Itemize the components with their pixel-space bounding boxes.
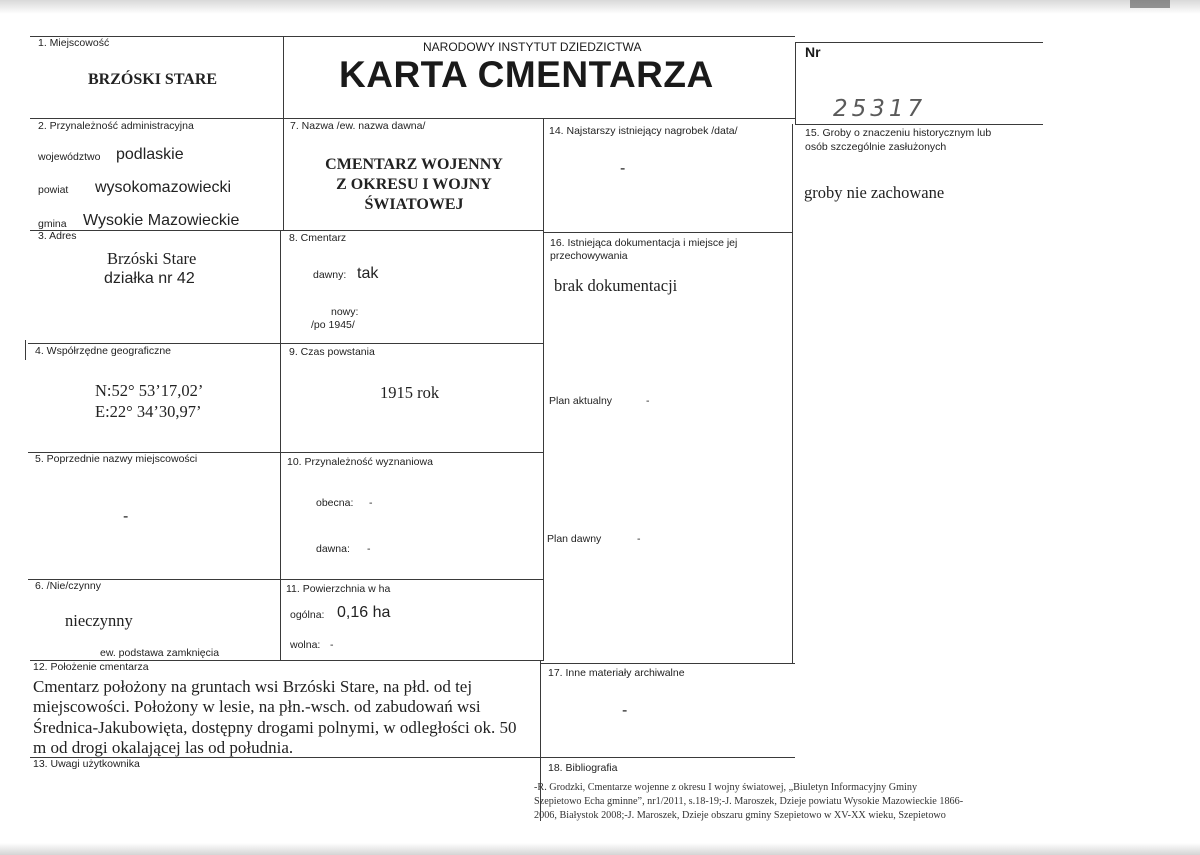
field11-label: 11. Powierzchnia w ha — [286, 583, 391, 595]
dawna-label: dawna: — [316, 543, 350, 555]
cemetery-name-line1: CMENTARZ WOJENNY — [325, 156, 503, 173]
cemetery-name-line2: Z OKRESU I WOJNY — [336, 176, 492, 193]
field9-label: 9. Czas powstania — [289, 346, 375, 358]
gmina-value: Wysokie Mazowieckie — [83, 212, 240, 229]
institute-name: NARODOWY INSTYTUT DZIEDZICTWA — [423, 40, 642, 54]
field10-label: 10. Przynależność wyznaniowa — [287, 456, 433, 468]
dawna-value: - — [367, 543, 371, 555]
ogolna-label: ogólna: — [290, 609, 325, 621]
powiat-value: wysokomazowiecki — [95, 179, 232, 196]
location-line1: Cmentarz położony na gruntach wsi Brzóski Stare, na płd. od tej — [33, 677, 473, 696]
gmina-label: gmina — [38, 218, 67, 230]
scan-top-edge — [0, 0, 1200, 14]
plan-dawny-label: Plan dawny — [547, 533, 602, 545]
scan-bottom-edge — [0, 843, 1200, 855]
location-line2: miejscowości. Położony w lesie, na płn.-wsch. od zabudowań wsi — [33, 697, 481, 716]
location-line3: Średnica-Jakubowięta, dostępny drogami polnymi, w odległości ok. 50 — [33, 718, 517, 737]
address-line2: działka nr 42 — [104, 270, 195, 287]
field3-label: 3. Adres — [38, 230, 77, 242]
field7-label: 7. Nazwa /ew. nazwa dawna/ — [290, 120, 426, 132]
coordinates-n: N:52° 53’17,02’ — [95, 381, 204, 400]
bibliography-line2: Szepietowo Echa gminne”, nr1/2011, s.18-19;-J. Maroszek, Dzieje powiatu Wysokie Mazowieckie 1866- — [534, 796, 964, 807]
nr-label: Nr — [805, 44, 821, 60]
field1-label: 1. Miejscowość — [38, 37, 110, 49]
field16-label-line2: przechowywania — [550, 250, 628, 262]
dawny-label: dawny: — [313, 269, 347, 281]
active-status-value: nieczynny — [65, 611, 133, 630]
ogolna-value: 0,16 ha — [337, 604, 391, 621]
field12-label: 12. Położenie cmentarza — [33, 661, 149, 673]
coordinates-e: E:22° 34’30,97’ — [95, 402, 202, 421]
nowy-sub-label: /po 1945/ — [311, 319, 355, 331]
historic-graves-value: groby nie zachowane — [804, 183, 945, 202]
field17-label: 17. Inne materiały archiwalne — [548, 667, 685, 679]
obecna-value: - — [369, 497, 373, 509]
plan-aktualny-label: Plan aktualny — [549, 395, 613, 407]
nowy-label: nowy: — [331, 306, 359, 318]
plan-dawny-value: - — [637, 533, 641, 545]
obecna-label: obecna: — [316, 497, 354, 509]
closure-basis-label: ew. podstawa zamknięcia — [100, 647, 220, 659]
other-archives-value: - — [622, 702, 628, 719]
founding-date-value: 1915 rok — [380, 383, 440, 402]
previous-names-value: - — [123, 508, 129, 525]
wojewodztwo-value: podlaskie — [116, 146, 184, 163]
field14-label: 14. Najstarszy istniejący nagrobek /data/ — [549, 125, 738, 137]
page-title: KARTA CMENTARZA — [339, 54, 714, 95]
field6-label: 6. /Nie/czynny — [35, 580, 101, 592]
locality-value: BRZÓSKI STARE — [88, 71, 218, 88]
field8-label: 8. Cmentarz — [289, 232, 347, 244]
oldest-tombstone-value: - — [620, 160, 626, 177]
field5-label: 5. Poprzednie nazwy miejscowości — [35, 453, 198, 465]
field18-label: 18. Bibliografia — [548, 762, 618, 774]
wolna-label: wolna: — [290, 639, 321, 651]
plan-aktualny-value: - — [646, 395, 650, 407]
field4-label: 4. Współrzędne geograficzne — [35, 345, 171, 357]
field16-label-line1: 16. Istniejąca dokumentacja i miejsce jej — [550, 237, 738, 249]
bibliography-line3: 2006, Białystok 2008;-J. Maroszek, Dzieje obszaru gminy Szepietowo w XV-XX wieku, Szepietowo — [534, 810, 946, 821]
wolna-value: - — [330, 639, 334, 651]
dawny-value: tak — [357, 265, 379, 282]
address-line1: Brzóski Stare — [107, 249, 197, 268]
scan-mark — [1130, 0, 1170, 8]
documentation-value: brak dokumentacji — [554, 276, 678, 295]
field15-label-line2: osób szczególnie zasłużonych — [805, 141, 947, 153]
bibliography-line1: -R. Grodzki, Cmentarze wojenne z okresu I wojny światowej, „Biuletyn Informacyjny Gminy — [534, 782, 918, 793]
cemetery-name-line3: ŚWIATOWEJ — [364, 196, 464, 213]
wojewodztwo-label: województwo — [38, 151, 101, 163]
location-line4: m od drogi okalającej las od południa. — [33, 738, 294, 757]
field15-label-line1: 15. Groby o znaczeniu historycznym lub — [805, 127, 992, 139]
powiat-label: powiat — [38, 184, 69, 196]
nr-handwritten-value: 25317 — [833, 96, 927, 122]
field2-label: 2. Przynależność administracyjna — [38, 120, 194, 132]
field13-label: 13. Uwagi użytkownika — [33, 758, 140, 770]
